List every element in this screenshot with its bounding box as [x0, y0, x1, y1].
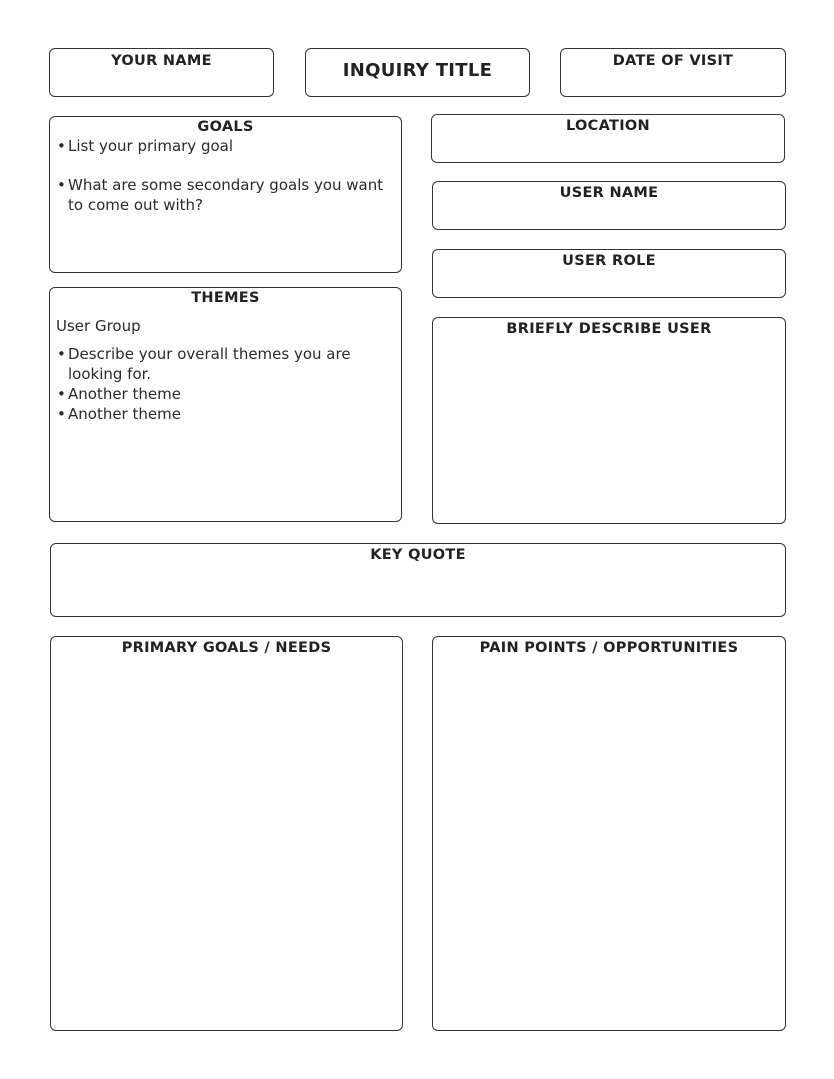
user-role-label: USER ROLE: [562, 253, 656, 269]
user-group-label: User Group: [56, 317, 141, 335]
your-name-box[interactable]: [49, 48, 274, 97]
list-item: • What are some secondary goals you want to come out with?: [57, 176, 384, 214]
user-name-label: USER NAME: [559, 185, 659, 201]
primary-goals-label: PRIMARY GOALS / NEEDS: [121, 640, 332, 656]
key-quote-label: KEY QUOTE: [370, 547, 466, 563]
goals-list: [56, 136, 393, 156]
user-name-box[interactable]: [432, 181, 786, 230]
goals-box[interactable]: [49, 116, 402, 273]
goals-content: [50, 136, 401, 215]
themes-box[interactable]: [49, 287, 402, 522]
list-item: • Describe your overall themes you are looking for.: [56, 344, 393, 384]
themes-content: [50, 316, 401, 424]
date-of-visit-label: DATE OF VISIT: [612, 53, 734, 69]
inquiry-title-box[interactable]: [305, 48, 530, 97]
list-item: • Another theme: [56, 384, 393, 404]
location-box[interactable]: [431, 114, 785, 163]
themes-list: [56, 344, 393, 424]
themes-label: THEMES: [191, 290, 260, 306]
date-of-visit-box[interactable]: [560, 48, 786, 97]
pain-points-box[interactable]: [432, 636, 786, 1031]
list-item: • List your primary goal: [56, 136, 393, 156]
goals-label: GOALS: [197, 119, 254, 135]
primary-goals-box[interactable]: [50, 636, 403, 1031]
describe-user-box[interactable]: [432, 317, 786, 524]
bullet-icon: •: [57, 176, 66, 194]
describe-user-label: BRIEFLY DESCRIBE USER: [506, 321, 712, 337]
inquiry-title: INQUIRY TITLE: [342, 60, 493, 81]
key-quote-box[interactable]: [50, 543, 786, 617]
user-role-box[interactable]: [432, 249, 786, 298]
location-label: LOCATION: [566, 118, 650, 134]
pain-points-label: PAIN POINTS / OPPORTUNITIES: [479, 640, 739, 656]
your-name-label: YOUR NAME: [111, 53, 212, 69]
list-item: • Another theme: [56, 404, 393, 424]
